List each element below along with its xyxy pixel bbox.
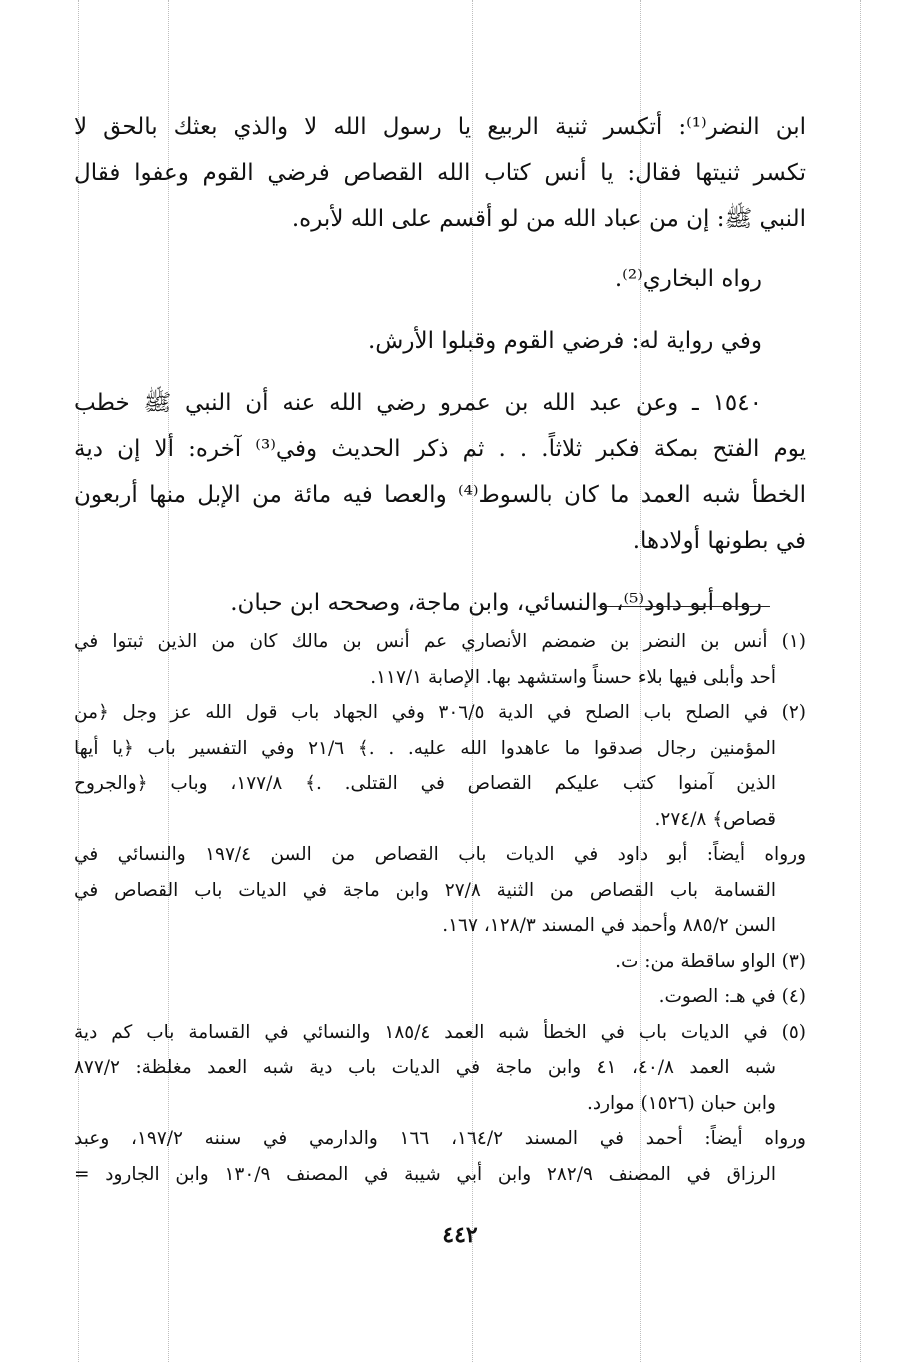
footnote-2-also: ورواه أيضاً: أبو داود في الديات باب القصاص من السن ١٩٧/٤ والنسائي في xyxy=(74,844,806,865)
scan-dotted-line xyxy=(860,0,861,1362)
footnote-2-cont: المؤمنين رجال صدقوا ما عاهدوا الله عليه. . .﴾ ٢١/٦ وفي التفسير باب ﴿يا أيها xyxy=(74,737,776,759)
footnote-5-also-cont: الرزاق في المصنف ٢٨٢/٩ وابن أبي شيبة في المصنف ١٣٠/٩ وابن الجارود = xyxy=(74,1163,776,1185)
footnote-2: (٢) في الصلح باب الصلح في الدية ٣٠٦/٥ وفي الجهاد باب قول الله عز وجل ﴿من xyxy=(74,702,806,723)
footnote-3: (٣) الواو ساقطة من: ت. xyxy=(615,950,806,972)
body-line: تكسر ثنيتها فقال: يا أنس كتاب الله القصاص فرضي القوم وعفوا فقال xyxy=(74,160,806,186)
body-line: الخطأ شبه العمد ما كان بالسوط⁽⁴⁾ والعصا فيه مائة من الإبل منها أربعون xyxy=(74,482,806,508)
footnote-5: (٥) في الديات باب في الخطأ شبه العمد ١٨٥/٤ والنسائي في القسامة باب كم دية xyxy=(74,1021,806,1043)
footnote-5-also: ورواه أيضاً: أحمد في المسند ١٦٤/٢، ١٦٦ والدارمي في سننه ١٩٧/٢، وعبد xyxy=(74,1128,806,1149)
footnote-5-cont: وابن حبان (١٥٢٦) موارد. xyxy=(586,1092,776,1114)
footnote-1-cont: أحد وأبلى فيها بلاء حسناً واستشهد بها. الإصابة ١١٧/١. xyxy=(370,666,776,688)
footnote-2-also-cont: السن ٨٨٥/٢ وأحمد في المسند ١٢٨/٣، ١٦٧. xyxy=(442,915,776,936)
hadith-number-line: ١٥٤٠ ـ وعن عبد الله بن عمرو رضي الله عنه أن النبي ﷺ خطب xyxy=(74,390,762,416)
hadith-source: رواه أبو داود⁽⁵⁾، والنسائي، وابن ماجة، وصححه ابن حبان. xyxy=(230,590,762,616)
body-line: في بطونها أولادها. xyxy=(632,528,806,554)
footnote-5-cont: شبه العمد ٤٠/٨، ٤١ وابن ماجة في الديات باب دية شبه العمد مغلظة: ٨٧٧/٢ xyxy=(74,1057,776,1078)
narration-variant: وفي رواية له: فرضي القوم وقبلوا الأرش. xyxy=(367,328,762,354)
body-line: ابن النضر⁽¹⁾: أتكسر ثنية الربيع يا رسول الله لا والذي بعثك بالحق لا xyxy=(74,114,806,140)
footnote-4: (٤) في هـ: الصوت. xyxy=(658,986,806,1007)
footnote-1: (١) أنس بن النضر بن ضمضم الأنصاري عم أنس بن مالك كان من الذين ثبتوا في xyxy=(74,631,806,652)
main-text xyxy=(74,104,806,626)
body-line: يوم الفتح بمكة فكبر ثلاثاً. . . ثم ذكر الحديث وفي⁽³⁾ آخره: ألا إن دية xyxy=(74,436,806,462)
hadith-source: رواه البخاري⁽²⁾. xyxy=(614,266,762,292)
footnote-separator xyxy=(598,606,770,607)
footnote-2-cont: قصاص﴾ ٢٧٤/٨. xyxy=(654,808,776,830)
footnote-2-cont: الذين آمنوا كتب عليكم القصاص في القتلى. .﴾ ١٧٧/٨، وباب ﴿والجروح xyxy=(74,773,776,794)
footnote-2-also-cont: القسامة باب القصاص من الثنية ٢٧/٨ وابن ماجة في الديات باب القصاص في xyxy=(74,879,777,901)
footnotes xyxy=(74,624,806,1192)
body-line: النبي ﷺ: إن من عباد الله من لو أقسم على الله لأبره. xyxy=(291,206,806,232)
page-number: ٤٤٢ xyxy=(442,1222,478,1248)
